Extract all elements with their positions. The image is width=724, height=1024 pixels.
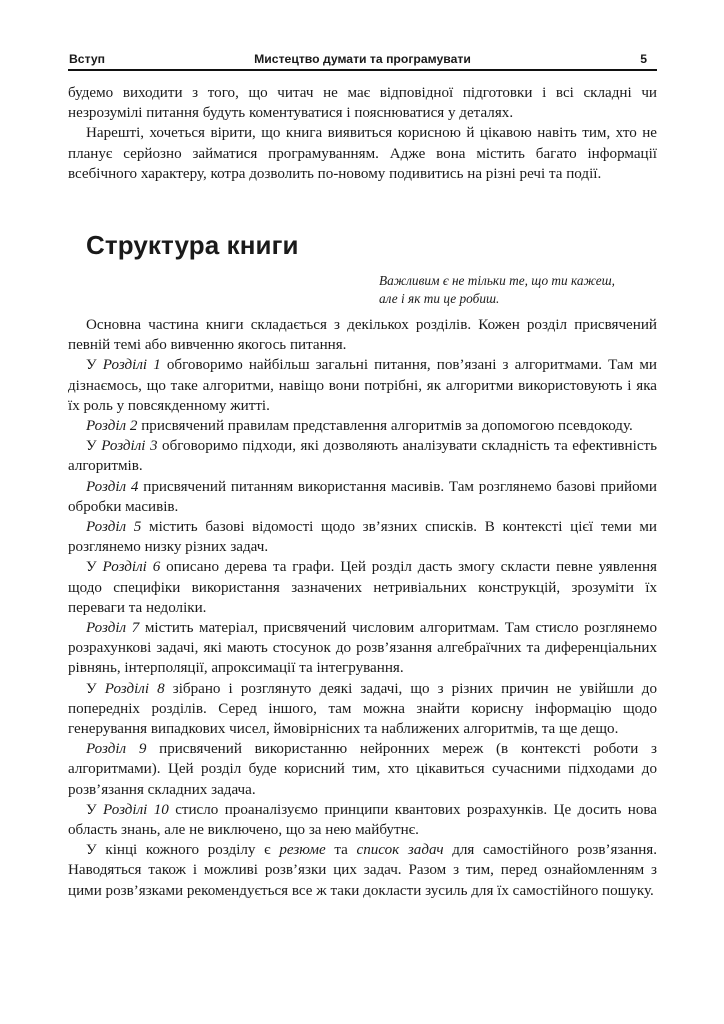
section-title: Структура книги bbox=[86, 230, 299, 260]
chapter-ref: Розділі 10 bbox=[103, 801, 169, 818]
paragraph-7 bbox=[68, 618, 657, 679]
paragraph-lead: У кінці кожного розділу є bbox=[86, 842, 280, 859]
epigraph-line-1: Важливим є не тільки те, що ти кажеш, bbox=[379, 273, 615, 288]
paragraph-text: для самостійного розв’язання. Наводяться також і можливі розв’язки цих задач. Разом з тим, перед ознайомленням з цими розв’язками рекомендується все ж таки докласти зусиль для їх самостійного пошуку. bbox=[68, 842, 658, 899]
chapter-ref: Розділі 8 bbox=[104, 680, 165, 697]
paragraph-text: присвячений правилам представлення алгоритмів за допомогою псевдокоду. bbox=[137, 418, 633, 435]
paragraph-text: стисло проаналізуємо принципи квантових розрахунків. Це досить нова область знань, але не виключено, що за нею майбутнє. bbox=[68, 801, 657, 839]
chapter-ref: Розділ 5 bbox=[86, 519, 142, 536]
chapter-ref: Розділ 7 bbox=[86, 620, 140, 637]
paragraph-8 bbox=[68, 679, 657, 740]
paragraph-lead: У bbox=[86, 559, 103, 576]
chapter-ref: Розділі 1 bbox=[102, 357, 161, 374]
paragraph-text: містить матеріал, присвячений числовим алгоритмам. Там стисло розглянемо розрахункові задачі, які мають стосунок до розв’язання алгебраїчних та диференціальних рівнянь, інтерполяції, апроксимації та інтегрування. bbox=[68, 620, 657, 677]
paragraph-4 bbox=[68, 477, 657, 517]
summary-term: резюме bbox=[279, 842, 326, 859]
paragraph-text: присвячений питанням використання масивів. Там розглянемо базові прийоми обробки масивів. bbox=[68, 478, 657, 515]
chapter-ref: Розділі 6 bbox=[102, 559, 161, 576]
paragraph-6 bbox=[68, 557, 657, 618]
header-chapter: Вступ bbox=[69, 52, 105, 66]
running-header bbox=[68, 49, 657, 69]
paragraph-2 bbox=[68, 416, 657, 436]
paragraph-5 bbox=[68, 517, 657, 557]
paragraph-1 bbox=[68, 355, 657, 416]
chapter-ref: Розділ 4 bbox=[86, 478, 139, 495]
chapter-ref: Розділ 2 bbox=[86, 418, 138, 435]
chapter-ref: Розділі 3 bbox=[101, 438, 158, 455]
paragraph-text: містить базові відомості щодо зв’язних списків. В контексті цієї теми ми розглянемо низку різних задач. bbox=[68, 519, 657, 556]
paragraph-0 bbox=[68, 315, 657, 355]
header-divider bbox=[68, 69, 657, 71]
paragraph-text: присвячений використанню нейронних мереж (в контексті роботи з алгоритмами). Цей розділ буде корисний тим, хто цікавиться сучасними підходами до розв’язання складних задача. bbox=[68, 741, 657, 798]
header-book-title: Мистецтво думати та програмувати bbox=[254, 52, 471, 66]
paragraph-text: Основна частина книги складається з декількох розділів. Кожен розділ присвячений певній темі або вивченню якогось питання. bbox=[68, 317, 657, 354]
section-body bbox=[68, 315, 657, 901]
intro-text bbox=[68, 83, 657, 184]
paragraph-lead: У bbox=[86, 680, 105, 697]
paragraph-text: описано дерева та графи. Цей розділ дасть змогу скласти певне уявлення щодо специфіки використання зазначених нетривіальних конструкцій, зрозуміти їх переваги та недоліки. bbox=[68, 559, 657, 616]
paragraph-text: обговоримо підходи, які дозволяють аналізувати складність та ефективність алгоритмів. bbox=[68, 438, 657, 475]
paragraph-11 bbox=[68, 840, 657, 901]
task-list-term: список задач bbox=[356, 842, 444, 859]
epigraph bbox=[379, 272, 658, 308]
paragraph-text: та bbox=[325, 842, 357, 859]
paragraph-lead: У bbox=[86, 801, 104, 818]
paragraph-9 bbox=[68, 739, 657, 800]
paragraph-3 bbox=[68, 436, 657, 476]
paragraph-10 bbox=[68, 800, 657, 840]
epigraph-line-2: але і як ти це робиш. bbox=[379, 291, 500, 307]
paragraph-lead: У bbox=[86, 438, 102, 455]
intro-paragraph-1: будемо виходити з того, що читач не має відповідної підготовки і всі складні чи незрозумілі питання будуть коментуватися і пояснюватися у деталях. bbox=[68, 85, 657, 122]
header-page-number: 5 bbox=[640, 52, 647, 66]
paragraph-text: обговоримо найбільш загальні питання, пов’язані з алгоритмами. Там ми дізнаємось, що таке алгоритми, навіщо вони потрібні, як алгоритми використовують і яка їх роль у повсякденному житті. bbox=[68, 357, 658, 414]
intro-paragraph-2: Нарешті, хочеться вірити, що книга виявиться корисною й цікавою навіть тим, хто не планує серйозно займатися програмуванням. Адже вона містить багато інформації всебічного характеру, котра дозволить по-новому подивитись на різні речі та події. bbox=[68, 125, 657, 182]
chapter-ref: Розділ 9 bbox=[86, 741, 147, 758]
paragraph-text: зібрано і розглянуто деякі задачі, що з різних причин не увійшли до попередніх розділів. Серед іншого, там можна знайти корисну інформацію щодо генерування випадкових чисел, ймовірнісних та наближених алгоритмів, та ще дещо. bbox=[68, 680, 657, 738]
paragraph-lead: У bbox=[86, 357, 103, 374]
